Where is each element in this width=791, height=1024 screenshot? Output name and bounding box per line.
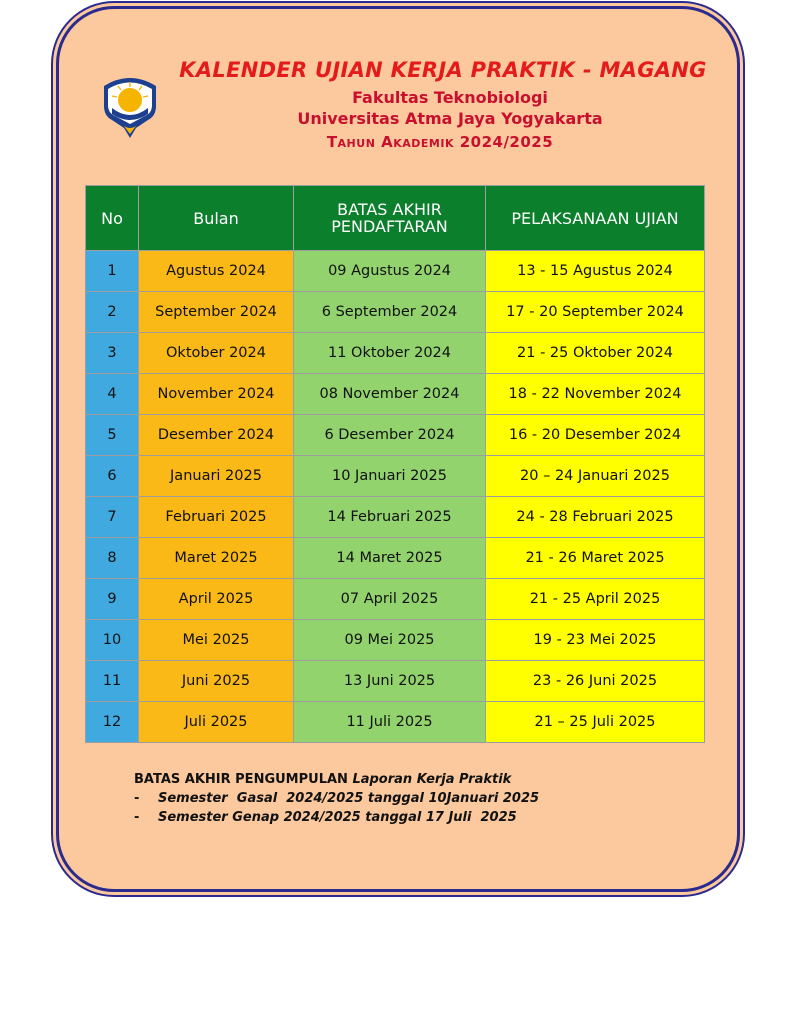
cell-pelaksanaan: 21 – 25 Juli 2025 [486, 702, 705, 743]
cell-no: 3 [86, 333, 139, 374]
header-batas-akhir [294, 186, 486, 251]
cell-pelaksanaan: 16 - 20 Desember 2024 [486, 415, 705, 456]
cell-pelaksanaan: 18 - 22 November 2024 [486, 374, 705, 415]
cell-pelaksanaan: 17 - 20 September 2024 [486, 292, 705, 333]
cell-batas-akhir: 07 April 2025 [294, 579, 486, 620]
cell-no: 4 [86, 374, 139, 415]
table-row [86, 333, 705, 374]
cell-no: 2 [86, 292, 139, 333]
header-pelaksanaan: PELAKSANAAN UJIAN [486, 186, 705, 251]
cell-pelaksanaan: 24 - 28 Februari 2025 [486, 497, 705, 538]
cell-batas-akhir: 10 Januari 2025 [294, 456, 486, 497]
cell-bulan: Juni 2025 [139, 661, 294, 702]
cell-pelaksanaan: 21 - 25 April 2025 [486, 579, 705, 620]
cell-bulan: Februari 2025 [139, 497, 294, 538]
cell-no: 1 [86, 251, 139, 292]
academic-year: Tahun Akademik 2024/2025 [326, 133, 554, 151]
submission-notes [134, 770, 539, 827]
notes-heading [134, 770, 539, 789]
cell-bulan: September 2024 [139, 292, 294, 333]
university-logo [98, 72, 162, 140]
cell-no: 7 [86, 497, 139, 538]
cell-batas-akhir: 6 September 2024 [294, 292, 486, 333]
cell-bulan: Juli 2025 [139, 702, 294, 743]
cell-batas-akhir: 6 Desember 2024 [294, 415, 486, 456]
notes-item [134, 789, 539, 808]
header-batas-line2: PENDAFTARAN [331, 217, 448, 236]
header-no: No [86, 186, 139, 251]
cell-batas-akhir: 13 Juni 2025 [294, 661, 486, 702]
table-row [86, 415, 705, 456]
table-row [86, 538, 705, 579]
cell-batas-akhir: 08 November 2024 [294, 374, 486, 415]
bullet: - [134, 791, 140, 806]
cell-bulan: April 2025 [139, 579, 294, 620]
notes-item-text: Semester Gasal 2024/2025 tanggal 10Januari 2025 [158, 791, 540, 806]
cell-batas-akhir: 09 Agustus 2024 [294, 251, 486, 292]
cell-pelaksanaan: 21 - 26 Maret 2025 [486, 538, 705, 579]
table-row [86, 620, 705, 661]
header-batas-line1: BATAS AKHIR [337, 200, 442, 219]
notes-heading-bold: BATAS AKHIR PENGUMPULAN [134, 772, 348, 787]
cell-batas-akhir: 09 Mei 2025 [294, 620, 486, 661]
cell-bulan: Mei 2025 [139, 620, 294, 661]
cell-batas-akhir: 11 Juli 2025 [294, 702, 486, 743]
table-row [86, 251, 705, 292]
cell-pelaksanaan: 13 - 15 Agustus 2024 [486, 251, 705, 292]
university-name: Universitas Atma Jaya Yogyakarta [297, 109, 603, 128]
table-row [86, 497, 705, 538]
table-row [86, 579, 705, 620]
table-header-row [86, 186, 705, 251]
notes-item-text: Semester Genap 2024/2025 tanggal 17 Juli 2025 [158, 810, 517, 825]
faculty-name: Fakultas Teknobiologi [352, 88, 548, 107]
notes-item [134, 808, 539, 827]
cell-batas-akhir: 11 Oktober 2024 [294, 333, 486, 374]
cell-batas-akhir: 14 Februari 2025 [294, 497, 486, 538]
cell-no: 6 [86, 456, 139, 497]
cell-pelaksanaan: 23 - 26 Juni 2025 [486, 661, 705, 702]
cell-no: 12 [86, 702, 139, 743]
table-row [86, 702, 705, 743]
cell-bulan: Oktober 2024 [139, 333, 294, 374]
cell-bulan: Maret 2025 [139, 538, 294, 579]
cell-no: 9 [86, 579, 139, 620]
cell-bulan: Januari 2025 [139, 456, 294, 497]
table-row [86, 292, 705, 333]
cell-batas-akhir: 14 Maret 2025 [294, 538, 486, 579]
cell-no: 8 [86, 538, 139, 579]
cell-no: 11 [86, 661, 139, 702]
document-title: KALENDER UJIAN KERJA PRAKTIK - MAGANG [179, 58, 707, 82]
cell-no: 10 [86, 620, 139, 661]
header-bulan: Bulan [139, 186, 294, 251]
cell-bulan: Desember 2024 [139, 415, 294, 456]
exam-calendar-table [85, 185, 705, 743]
bullet: - [134, 810, 140, 825]
cell-pelaksanaan: 19 - 23 Mei 2025 [486, 620, 705, 661]
cell-bulan: November 2024 [139, 374, 294, 415]
cell-no: 5 [86, 415, 139, 456]
cell-pelaksanaan: 20 – 24 Januari 2025 [486, 456, 705, 497]
notes-heading-italic: Laporan Kerja Praktik [347, 772, 512, 787]
table-row [86, 374, 705, 415]
table-row [86, 661, 705, 702]
cell-bulan: Agustus 2024 [139, 251, 294, 292]
table-row [86, 456, 705, 497]
cell-pelaksanaan: 21 - 25 Oktober 2024 [486, 333, 705, 374]
